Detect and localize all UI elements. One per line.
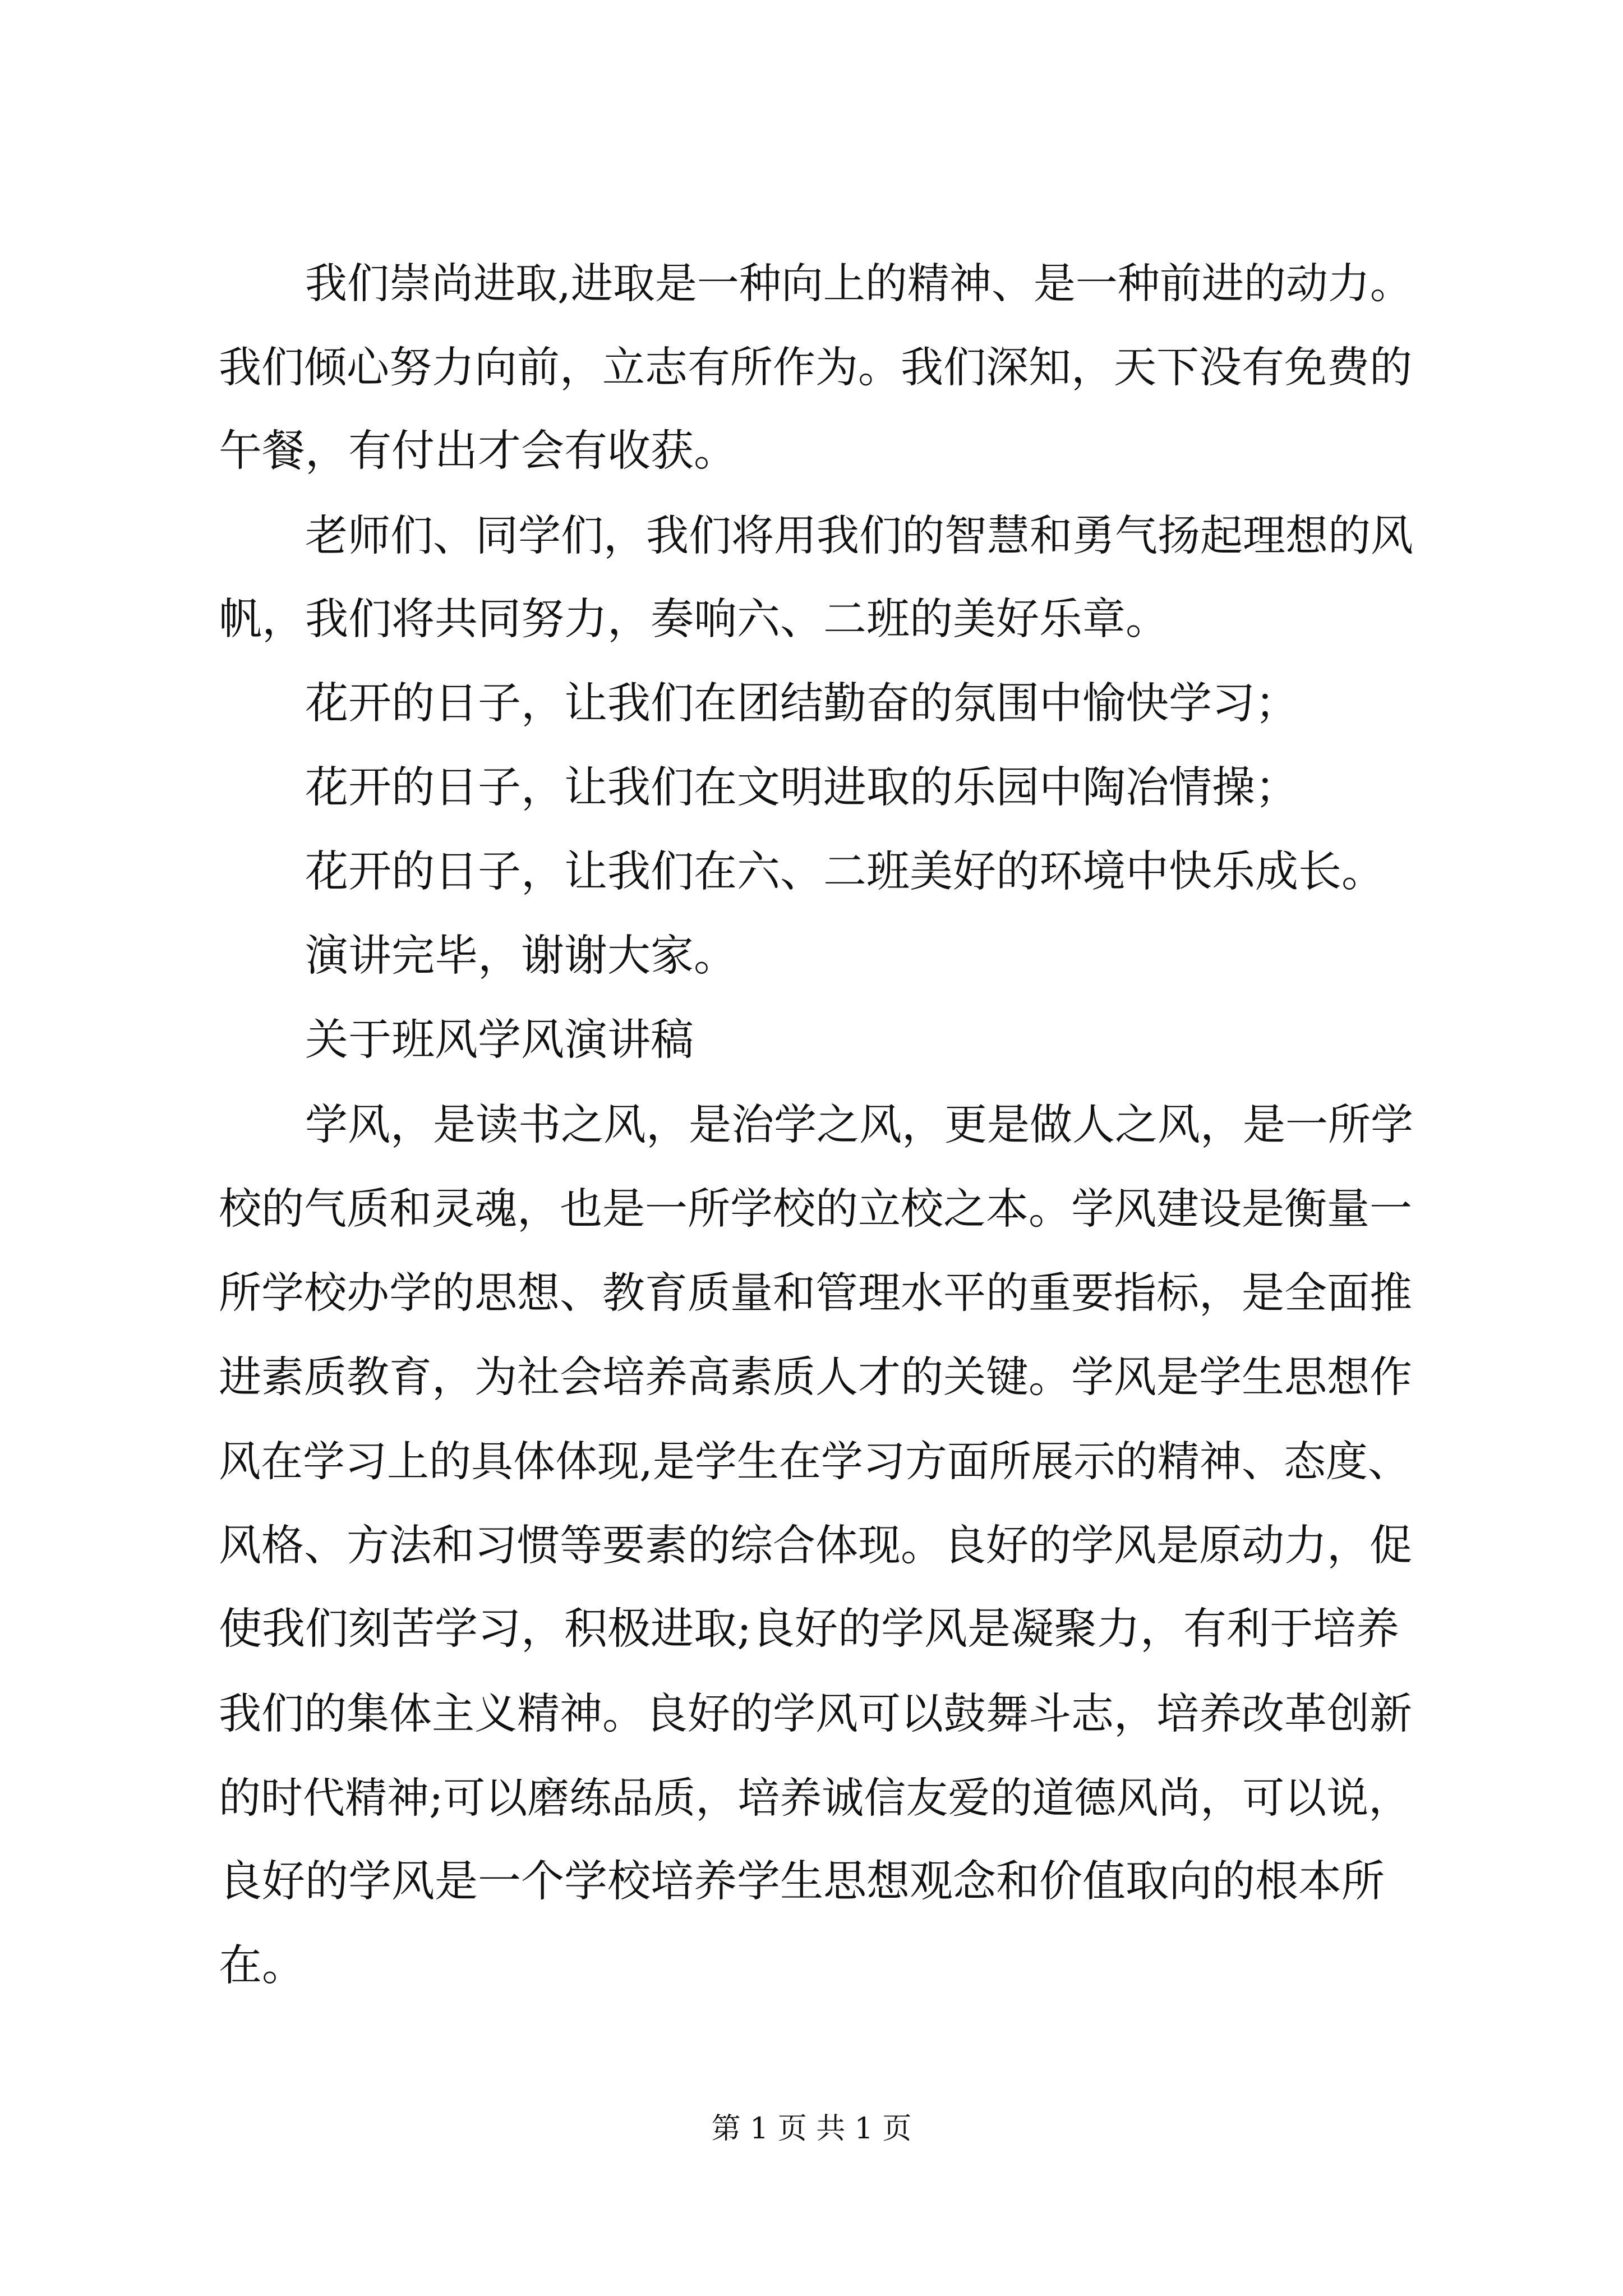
paragraph-line: 在。 <box>219 1941 305 1991</box>
paragraph-line: 风在学习上的具体体现,是学生在学习方面所展示的精神、态度、 <box>219 1437 1410 1486</box>
paragraph-line: 我们的集体主义精神。良好的学风可以鼓舞斗志，培养改革创新 <box>219 1688 1412 1738</box>
paragraph-line: 校的气质和灵魂，也是一所学校的立校之本。学风建设是衡量一 <box>219 1184 1412 1234</box>
paragraph-line: 演讲完毕，谢谢大家。 <box>305 931 737 981</box>
paragraph-line: 良好的学风是一个学校培养学生思想观念和价值取向的根本所 <box>219 1857 1385 1907</box>
paragraph-line: 使我们刻苦学习，积极进取;良好的学风是凝聚力，有利于培养 <box>219 1604 1399 1654</box>
paragraph-line: 午餐，有付出才会有收获。 <box>219 426 737 476</box>
paragraph-line: 花开的日子，让我们在六、二班美好的环境中快乐成长。 <box>305 847 1385 897</box>
paragraph-line: 学风，是读书之风，是治学之风，更是做人之风，是一所学 <box>305 1099 1413 1149</box>
paragraph-line: 花开的日子，让我们在团结勤奋的氛围中愉快学习； <box>305 679 1298 729</box>
paragraph-line: 进素质教育，为社会培养高素质人才的关键。学风是学生思想作 <box>219 1352 1412 1402</box>
section-heading: 关于班风学风演讲稿 <box>305 1015 694 1065</box>
paragraph-line: 我们崇尚进取,进取是一种向上的精神、是一种前进的动力。 <box>305 259 1412 308</box>
paragraph-line: 花开的日子，让我们在文明进取的乐园中陶冶情操； <box>305 763 1298 813</box>
paragraph-line: 老师们、同学们，我们将用我们的智慧和勇气扬起理想的风 <box>305 510 1413 560</box>
paragraph-line: 我们倾心努力向前，立志有所作为。我们深知，天下没有免费的 <box>219 342 1412 392</box>
paragraph-line: 帆，我们将共同努力，奏响六、二班的美好乐章。 <box>219 595 1169 645</box>
page-number-footer: 第 1 页 共 1 页 <box>711 2112 912 2146</box>
paragraph-line: 所学校办学的思想、教育质量和管理水平的重要指标，是全面推 <box>219 1268 1412 1318</box>
paragraph-line: 风格、方法和习惯等要素的综合体现。良好的学风是原动力，促 <box>219 1520 1412 1570</box>
paragraph-line: 的时代精神;可以磨练品质，培养诚信友爱的道德风尚，可以说， <box>219 1773 1411 1823</box>
